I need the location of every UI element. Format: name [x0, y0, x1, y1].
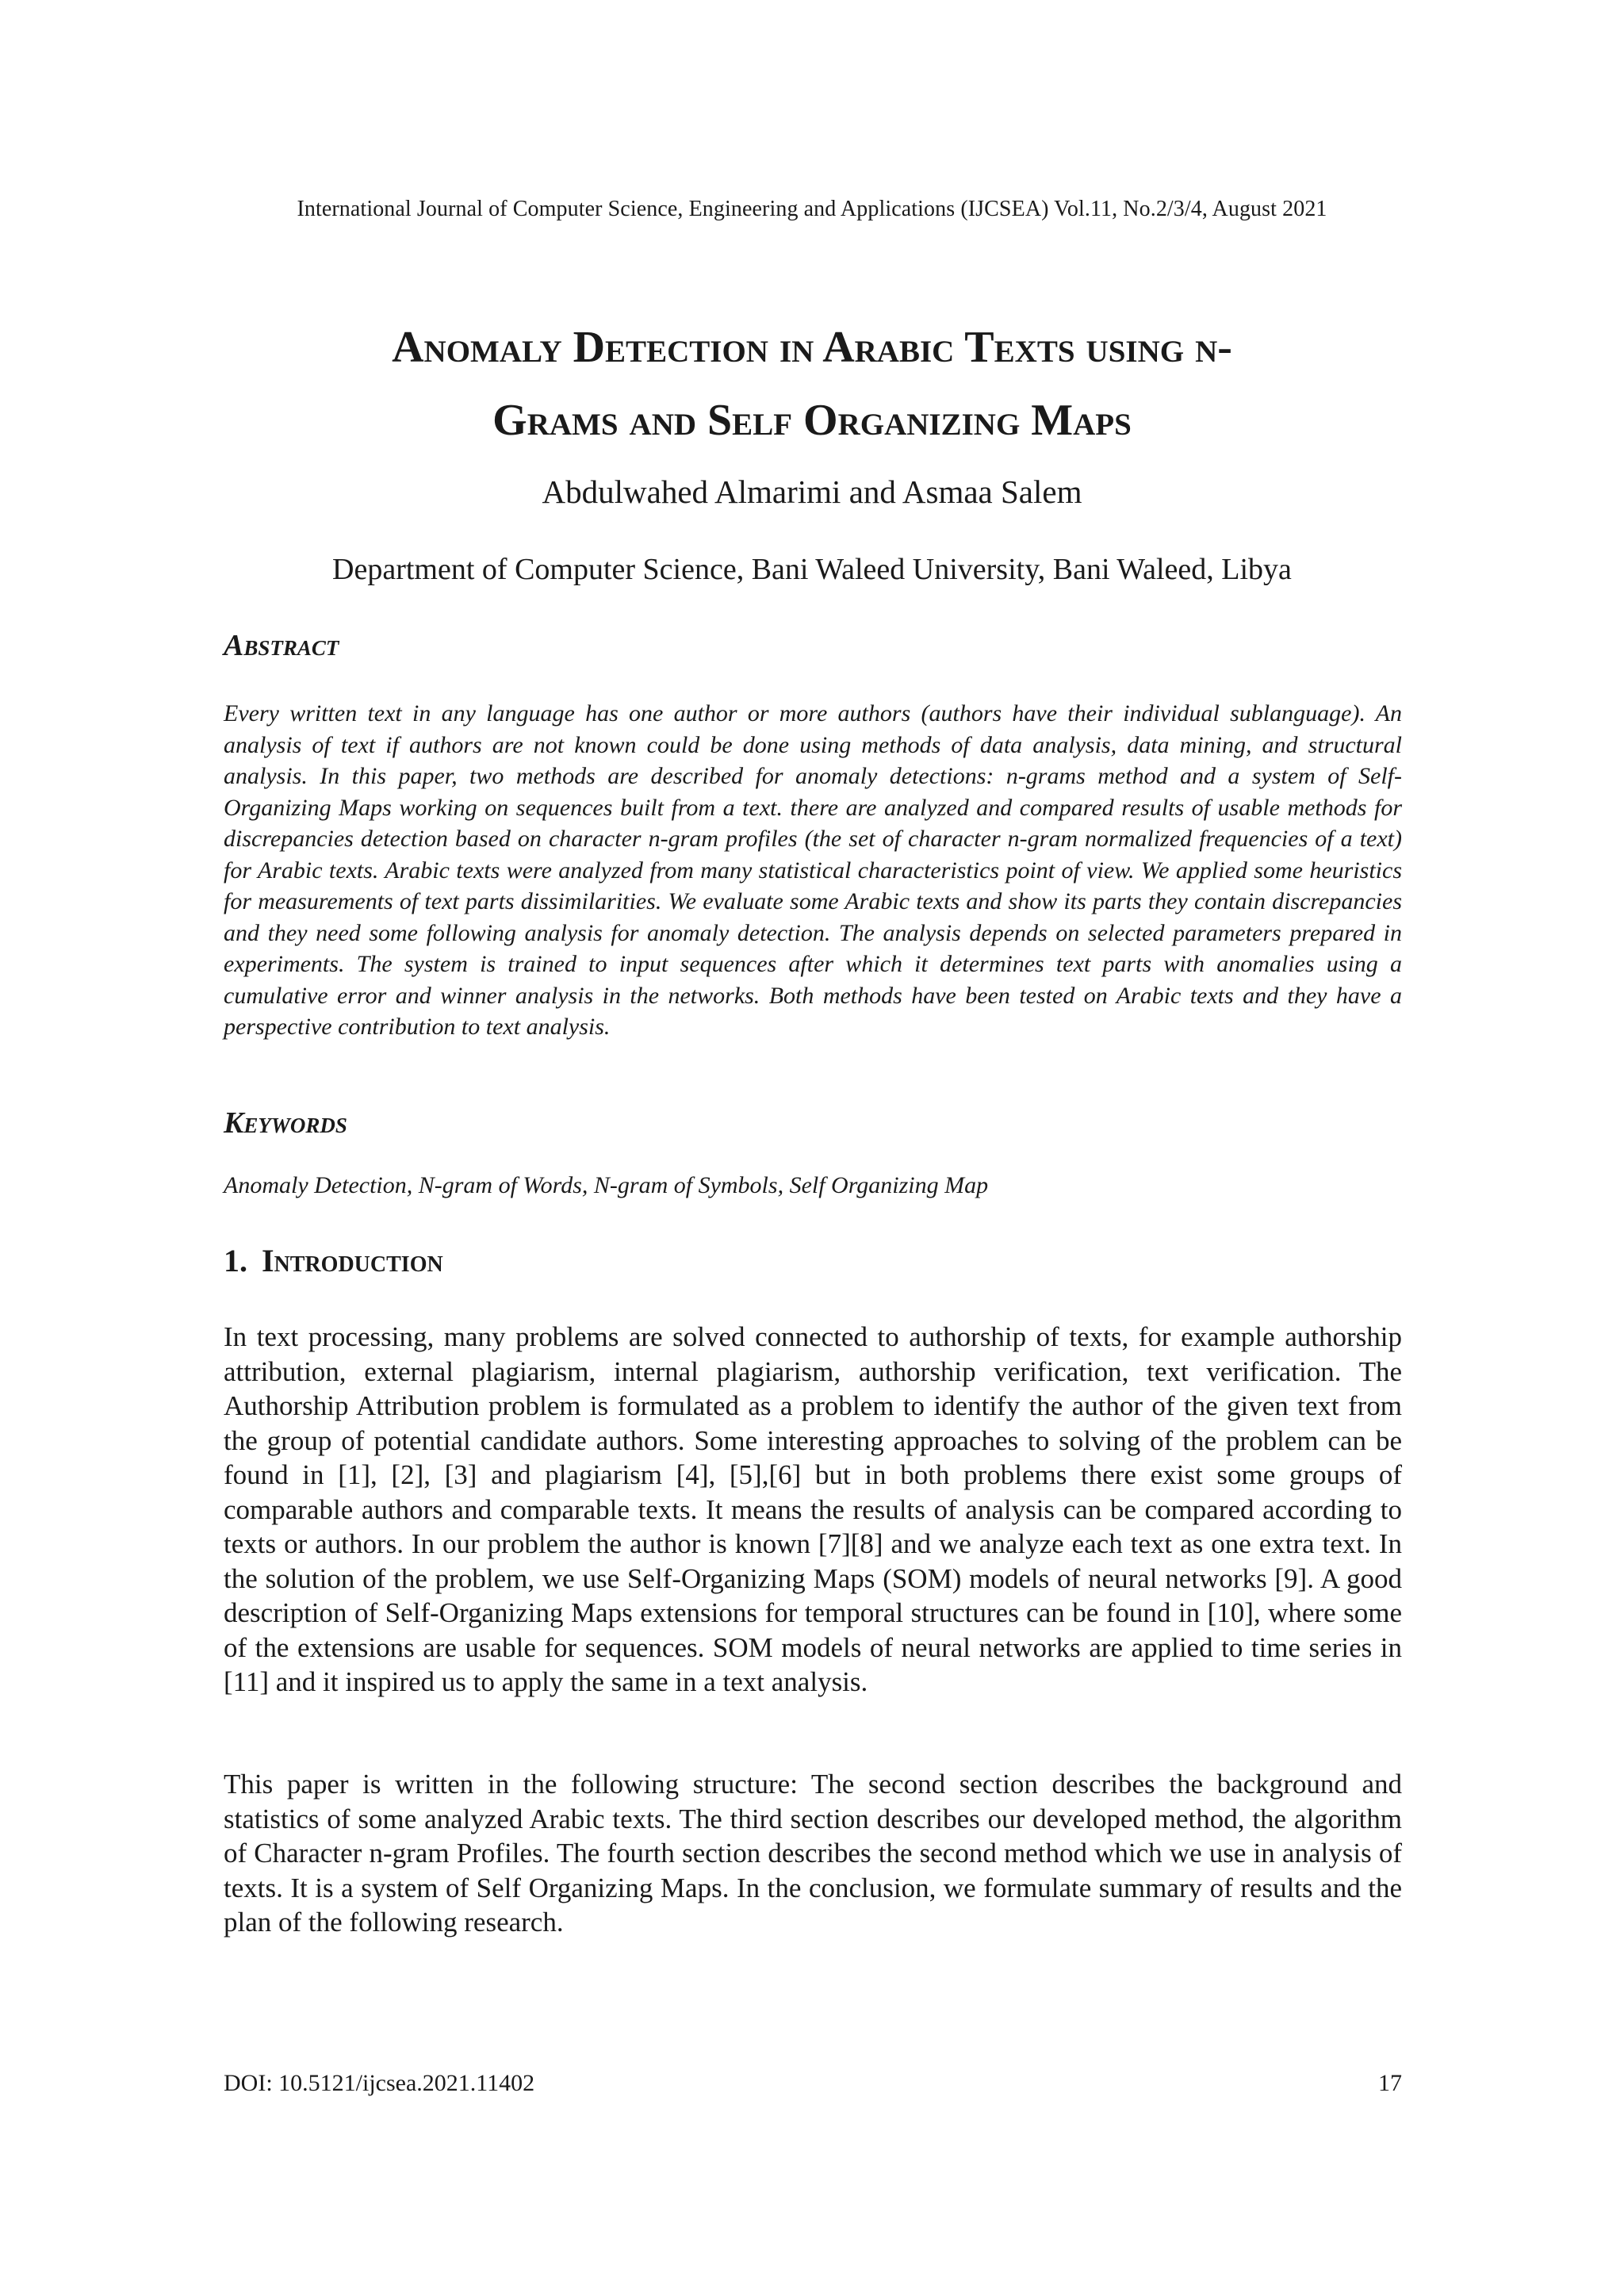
introduction-paragraph-1: In text processing, many problems are solved connected to authorship of texts, for example authorship attribution, external plagiarism, internal plagiarism, authorship verification, text verification. The Authorship Attribution problem is formulated as a problem to identify the author of the given text from the group of potential candidate authors. Some interesting approaches to solving of the problem can be found in [1], [2], [3] and plagiarism [4], [5],[6] but in both problems there exist some groups of comparable authors and comparable texts. It means the results of analysis can be compared according to texts or authors. In our problem the author is known [7][8] and we analyze each text as one extra text. In the solution of the problem, we use Self-Organizing Maps (SOM) models of neural networks [9]. A good description of Self-Organizing Maps extensions for temporal structures can be found in [10], where some of the extensions are usable for sequences. SOM models of neural networks are applied to time series in [11] and it inspired us to apply the same in a text analysis.	[224, 1321, 1402, 1697]
author-names: Abdulwahed Almarimi and Asmaa Salem	[542, 473, 1082, 510]
introduction-heading	[224, 1242, 443, 1279]
abstract-text: Every written text in any language has one author or more authors (authors have their individual sublanguage). An analysis of text if authors are not known could be done using methods of data analysis, data mining, and structural analysis. In this paper, two methods are described for anomaly detections: n-grams method and a system of Self-Organizing Maps working on sequences built from a text. there are analyzed and compared results of usable methods for discrepancies detection based on character n-gram profiles (the set of character n-gram normalized frequencies of a text) for Arabic texts. Arabic texts were analyzed from many statistical characteristics point of view. We applied some heuristics for measurements of text parts dissimilarities. We evaluate some Arabic texts and show its parts they contain discrepancies and they need some following analysis for anomaly detection. The analysis depends on selected parameters prepared in experiments. The system is trained to input sequences after which it determines text parts with anomalies using a cumulative error and winner analysis in the networks. Both methods have been tested on Arabic texts and they have a perspective contribution to text analysis.	[224, 700, 1402, 1040]
paper-title	[159, 311, 1465, 457]
keywords-heading: Keywords	[224, 1106, 347, 1140]
title-line-1: Anomaly Detection in Arabic Texts using n-	[392, 323, 1232, 372]
section-number: 1.	[224, 1243, 247, 1278]
introduction-paragraph-2: This paper is written in the following structure: The second section describes the background and statistics of some analyzed Arabic texts. The third section describes our developed method, the algorithm of Character n-gram Profiles. The fourth section describes the second method which we use in analysis of texts. It is a system of Self Organizing Maps. In the conclusion, we formulate summary of results and the plan of the following research.	[224, 1769, 1402, 1938]
abstract-heading: Abstract	[224, 629, 339, 662]
running-header: International Journal of Computer Science, Engineering and Applications (IJCSEA) Vol.11, No.2/3/4, August 2021	[297, 197, 1327, 221]
keywords-text: Anomaly Detection, N-gram of Words, N-gram of Symbols, Self Organizing Map	[224, 1172, 989, 1198]
page-number: 17	[1378, 2070, 1402, 2096]
section-title: Introduction	[262, 1243, 443, 1278]
doi-footer: DOI: 10.5121/ijcsea.2021.11402	[224, 2070, 535, 2096]
author-affiliation: Department of Computer Science, Bani Waleed University, Bani Waleed, Libya	[332, 553, 1292, 586]
title-line-2: Grams and Self Organizing Maps	[492, 396, 1132, 445]
